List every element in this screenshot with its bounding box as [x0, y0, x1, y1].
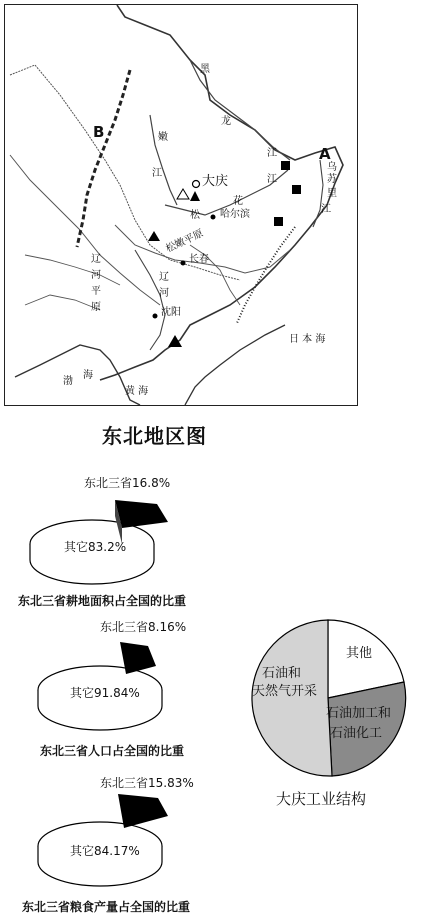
daqing-label-processing-2: 石油化工: [330, 726, 383, 741]
pie-farmland-northeast-slice: [115, 500, 168, 528]
daqing-label-oil-gas-1: 石油和: [262, 666, 302, 681]
pie-farmland-northeast-label: 东北三省16.8%: [84, 476, 171, 490]
label-bohai-2: 海: [83, 370, 93, 381]
label-liaohe-plain-2: 河: [91, 270, 101, 281]
label-liao-river-2: 河: [159, 288, 169, 299]
harbin-dot: [211, 215, 216, 220]
province-boundary: [10, 65, 240, 280]
northeast-map: [4, 4, 358, 406]
oilfield-triangle: [190, 191, 200, 201]
pie-farmland-caption: 东北三省耕地面积占全国的比重: [18, 594, 187, 608]
liao-river: [135, 250, 165, 350]
label-wusuli-3: 里: [327, 188, 337, 199]
pie-population-northeast-slice: [120, 642, 156, 674]
label-heilong-3: 江: [267, 148, 277, 159]
border-line: [100, 5, 343, 380]
coast-line: [15, 345, 140, 405]
pie-grain-caption: 东北三省粮食产量占全国的比重: [22, 900, 191, 914]
label-point-b: B: [93, 123, 105, 141]
label-songhua-3: 江: [267, 174, 277, 185]
pie-farmland-other-label: 其它83.2%: [64, 540, 127, 554]
shenyang-dot: [153, 314, 158, 319]
pie-grain-northeast-label: 东北三省15.83%: [100, 776, 194, 790]
label-harbin: 哈尔滨: [220, 209, 250, 220]
pie-grain: [0, 772, 230, 916]
daqing-chart-title: 大庆工业结构: [276, 790, 367, 808]
label-nen-1: 嫩: [158, 132, 168, 143]
small-river-1: [25, 255, 120, 285]
daqing-label-processing-1: 石油加工和: [326, 706, 392, 721]
label-yellow-sea: 黄 海: [125, 386, 149, 397]
label-wusuli-1: 乌: [327, 162, 337, 173]
oilfield-triangle-outline: [177, 189, 189, 199]
label-point-a: A: [319, 145, 331, 163]
label-shenyang: 沈阳: [161, 307, 181, 318]
label-liaohe-plain-1: 辽: [91, 254, 101, 265]
industry-square: [274, 217, 283, 226]
oilfield-triangle: [148, 231, 160, 241]
daqing-label-other: 其他: [346, 646, 373, 661]
daqing-label-oil-gas-2: 天然气开采: [252, 684, 318, 699]
label-sea-japan: 日 本 海: [289, 334, 326, 345]
label-changchun: 长春: [189, 254, 209, 265]
daqing-dot: [193, 181, 200, 188]
small-river-2: [25, 295, 100, 310]
pie-population: [0, 612, 230, 762]
nen-river: [150, 115, 177, 205]
map-drawing: [5, 5, 357, 405]
label-heilong-1: 黑: [200, 64, 210, 75]
label-songhua-1: 松: [190, 210, 200, 221]
label-heilong-2: 龙: [221, 116, 231, 127]
pie-farmland: [0, 460, 230, 610]
label-songhua-2: 花: [233, 196, 243, 207]
pie-population-northeast-label: 东北三省8.16%: [100, 620, 187, 634]
pie-population-caption: 东北三省人口占全国的比重: [40, 744, 185, 758]
label-liaohe-plain-4: 原: [91, 302, 101, 313]
map-title: 东北地区图: [102, 424, 207, 448]
label-liao-river-1: 辽: [159, 272, 169, 283]
pie-grain-northeast-slice: [118, 794, 168, 828]
province-boundary-2: [10, 155, 160, 305]
label-liaohe-plain-3: 平: [91, 286, 101, 297]
coast-line-2: [185, 325, 285, 405]
industry-square: [281, 161, 290, 170]
label-songnen-plain: 松嫩平原: [164, 228, 206, 255]
label-bohai: 渤: [63, 376, 73, 387]
label-nen-2: 江: [152, 168, 162, 179]
label-daqing: 大庆: [202, 174, 229, 189]
pie-population-other-label: 其它91.84%: [70, 686, 140, 700]
label-wusuli-4: 江: [321, 204, 331, 215]
pie-grain-other-label: 其它84.17%: [70, 844, 140, 858]
changchun-dot: [181, 261, 186, 266]
industry-square: [292, 185, 301, 194]
label-wusuli-2: 苏: [327, 174, 337, 185]
